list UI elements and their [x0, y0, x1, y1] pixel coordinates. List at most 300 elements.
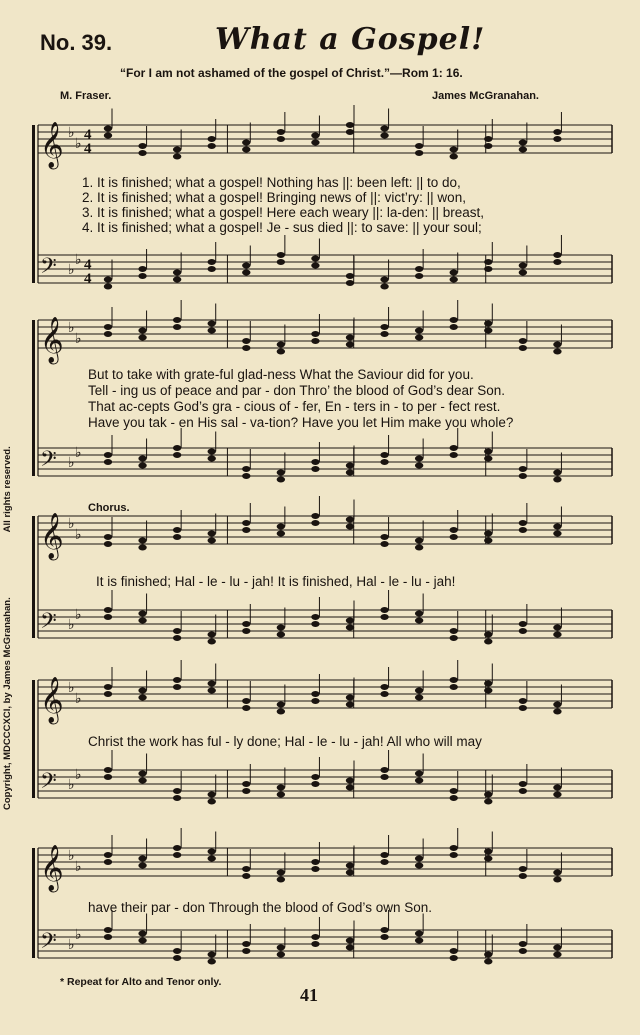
note-head	[242, 948, 250, 954]
bass-clef: 𝄢	[40, 769, 57, 799]
note-head	[519, 705, 527, 711]
note-head	[242, 263, 250, 269]
note-head	[415, 695, 423, 701]
note-head	[346, 463, 354, 469]
note-head	[484, 632, 492, 638]
bass-clef: 𝄢	[40, 254, 57, 284]
note-head	[553, 252, 561, 258]
note-head	[208, 449, 216, 455]
treble-clef: 𝄞	[40, 122, 64, 168]
note-head	[173, 788, 181, 794]
note-head	[553, 136, 561, 142]
treble-clef: 𝄞	[40, 845, 64, 891]
time-signature: 4	[84, 127, 92, 143]
note-head	[138, 611, 146, 617]
note-head	[208, 632, 216, 638]
note-head	[104, 607, 112, 613]
note-head	[311, 459, 319, 465]
flat-sign: ♭	[75, 136, 82, 152]
note-head	[346, 945, 354, 951]
note-head	[208, 688, 216, 694]
note-head	[380, 534, 388, 540]
note-head	[346, 273, 354, 279]
note-head	[104, 331, 112, 337]
note-head	[104, 614, 112, 620]
note-head	[277, 524, 285, 530]
note-head	[380, 859, 388, 865]
note-head	[208, 266, 216, 272]
note-head	[277, 349, 285, 355]
note-head	[242, 941, 250, 947]
note-head	[208, 143, 216, 149]
note-head	[553, 259, 561, 265]
note-head	[553, 945, 561, 951]
note-head	[450, 445, 458, 451]
note-head	[277, 945, 285, 951]
note-head	[277, 709, 285, 715]
flat-sign: ♭	[68, 680, 75, 696]
note-head	[450, 852, 458, 858]
note-head	[138, 545, 146, 551]
note-head	[553, 531, 561, 537]
note-head	[277, 342, 285, 348]
note-head	[277, 625, 285, 631]
note-head	[104, 691, 112, 697]
note-head	[208, 681, 216, 687]
note-head	[277, 785, 285, 791]
verse-2-line-a: 2. It is finished; what a gospel! Bringing news of ||: vict’ry: || won,	[82, 190, 466, 205]
note-head	[104, 459, 112, 465]
note-head	[553, 477, 561, 483]
note-head	[380, 133, 388, 139]
note-head	[138, 463, 146, 469]
note-head	[208, 259, 216, 265]
note-head	[138, 856, 146, 862]
note-head	[242, 628, 250, 634]
note-head	[277, 792, 285, 798]
note-head	[242, 473, 250, 479]
note-head	[450, 317, 458, 323]
note-head	[277, 259, 285, 265]
treble-clef: 𝄞	[40, 317, 64, 363]
note-head	[104, 774, 112, 780]
chorus-line-2: Christ the work has ful - ly done; Hal - le - lu - jah! All who will may	[88, 734, 482, 749]
note-head	[484, 143, 492, 149]
note-head	[277, 477, 285, 483]
note-head	[104, 284, 112, 290]
note-head	[484, 688, 492, 694]
note-head	[484, 538, 492, 544]
note-head	[484, 849, 492, 855]
note-head	[208, 321, 216, 327]
system-bracket	[32, 516, 35, 638]
note-head	[415, 463, 423, 469]
note-head	[277, 252, 285, 258]
note-head	[484, 856, 492, 862]
note-head	[519, 520, 527, 526]
note-head	[484, 952, 492, 958]
note-head	[519, 270, 527, 276]
note-head	[311, 133, 319, 139]
note-head	[450, 270, 458, 276]
verse-3-line-a: 3. It is finished; what a gospel! Here each weary ||: la-den: || breast,	[82, 205, 484, 220]
note-head	[380, 277, 388, 283]
note-head	[173, 628, 181, 634]
note-head	[277, 702, 285, 708]
note-head	[104, 852, 112, 858]
note-head	[380, 691, 388, 697]
note-head	[242, 345, 250, 351]
note-head	[450, 147, 458, 153]
chorus-line-3: have their par - don Through the blood of God’s own Son.	[88, 900, 432, 915]
note-head	[519, 628, 527, 634]
bass-clef: 𝄢	[40, 447, 57, 477]
note-head	[104, 277, 112, 283]
note-head	[242, 338, 250, 344]
note-head	[346, 524, 354, 530]
note-head	[450, 948, 458, 954]
note-head	[173, 677, 181, 683]
note-head	[242, 866, 250, 872]
note-head	[450, 795, 458, 801]
note-head	[553, 792, 561, 798]
flat-sign: ♭	[68, 848, 75, 864]
flat-sign: ♭	[68, 262, 75, 278]
flat-sign: ♭	[75, 252, 82, 268]
note-head	[346, 778, 354, 784]
note-head	[519, 788, 527, 794]
note-head	[519, 140, 527, 146]
note-head	[346, 702, 354, 708]
note-head	[415, 778, 423, 784]
note-head	[277, 877, 285, 883]
note-head	[346, 618, 354, 624]
note-head	[415, 856, 423, 862]
note-head	[311, 621, 319, 627]
note-head	[138, 328, 146, 334]
note-head	[450, 277, 458, 283]
note-head	[484, 531, 492, 537]
note-head	[484, 792, 492, 798]
note-head	[208, 136, 216, 142]
note-head	[346, 625, 354, 631]
note-head	[104, 934, 112, 940]
note-head	[311, 698, 319, 704]
note-head	[415, 618, 423, 624]
note-head	[450, 845, 458, 851]
note-head	[138, 335, 146, 341]
note-head	[415, 863, 423, 869]
chorus-label: Chorus.	[88, 502, 130, 514]
note-head	[138, 863, 146, 869]
system-bracket	[32, 848, 35, 958]
note-head	[104, 927, 112, 933]
flat-sign: ♭	[75, 767, 82, 783]
footnote: * Repeat for Alto and Tenor only.	[60, 976, 222, 988]
note-head	[415, 266, 423, 272]
note-head	[277, 531, 285, 537]
note-head	[380, 852, 388, 858]
flat-sign: ♭	[68, 320, 75, 336]
note-head	[553, 129, 561, 135]
note-head	[519, 873, 527, 879]
note-head	[415, 938, 423, 944]
note-head	[415, 150, 423, 156]
note-head	[346, 870, 354, 876]
note-head	[173, 154, 181, 160]
note-head	[311, 513, 319, 519]
system-bracket	[32, 125, 35, 283]
flat-sign: ♭	[75, 527, 82, 543]
note-head	[380, 934, 388, 940]
note-head	[346, 517, 354, 523]
note-head	[415, 273, 423, 279]
note-head	[208, 952, 216, 958]
note-head	[484, 136, 492, 142]
note-head	[380, 331, 388, 337]
note-head	[346, 785, 354, 791]
note-head	[208, 849, 216, 855]
note-head	[242, 270, 250, 276]
note-head	[311, 866, 319, 872]
note-head	[553, 349, 561, 355]
note-head	[173, 534, 181, 540]
note-head	[519, 781, 527, 787]
lyricist-credit: M. Fraser.	[60, 90, 112, 102]
note-head	[553, 470, 561, 476]
copyright-text: Copyright, MDCCCXCI, by James McGranahan.	[2, 597, 13, 810]
note-head	[173, 845, 181, 851]
verse-4-line-b: Have you tak - en His sal - va-tion? Have you let Him make you whole?	[88, 415, 514, 430]
hymn-number: No. 39.	[40, 30, 113, 55]
note-head	[208, 531, 216, 537]
note-head	[242, 147, 250, 153]
note-head	[173, 635, 181, 641]
note-head	[173, 452, 181, 458]
note-head	[138, 143, 146, 149]
note-head	[208, 456, 216, 462]
note-head	[242, 873, 250, 879]
flat-sign: ♭	[75, 927, 82, 943]
verse-4-line-a: 4. It is finished; what a gospel! Je - sus died ||: to save: || your soul;	[82, 220, 482, 235]
note-head	[484, 328, 492, 334]
note-head	[138, 538, 146, 544]
chorus-line-1: It is finished; Hal - le - lu - jah! It is finished, Hal - le - lu - jah!	[96, 574, 456, 589]
note-head	[173, 277, 181, 283]
note-head	[519, 473, 527, 479]
note-head	[450, 677, 458, 683]
composer-credit: James McGranahan.	[432, 90, 539, 102]
note-head	[173, 852, 181, 858]
system-bracket	[32, 680, 35, 798]
note-head	[104, 133, 112, 139]
note-head	[484, 959, 492, 965]
note-head	[415, 328, 423, 334]
note-head	[311, 934, 319, 940]
note-head	[484, 799, 492, 805]
note-head	[208, 856, 216, 862]
flat-sign: ♭	[68, 617, 75, 633]
note-head	[208, 792, 216, 798]
note-head	[450, 788, 458, 794]
note-head	[380, 284, 388, 290]
note-head	[346, 938, 354, 944]
hymn-title: What a Gospel!	[215, 22, 486, 57]
note-head	[277, 470, 285, 476]
note-head	[277, 952, 285, 958]
time-signature: 4	[84, 257, 92, 273]
note-head	[104, 324, 112, 330]
note-head	[380, 607, 388, 613]
verse-1-line-a: 1. It is finished; what a gospel! Nothing has ||: been left: || to do,	[82, 175, 461, 190]
system-bracket	[32, 320, 35, 476]
note-head	[311, 774, 319, 780]
note-head	[173, 795, 181, 801]
note-head	[346, 863, 354, 869]
note-head	[380, 459, 388, 465]
note-head	[380, 452, 388, 458]
note-head	[380, 541, 388, 547]
note-head	[519, 698, 527, 704]
note-head	[173, 684, 181, 690]
time-signature: 4	[84, 141, 92, 157]
note-head	[553, 870, 561, 876]
note-head	[519, 621, 527, 627]
note-head	[346, 122, 354, 128]
note-head	[311, 466, 319, 472]
note-head	[519, 866, 527, 872]
page-number: 41	[300, 985, 318, 1005]
note-head	[450, 955, 458, 961]
note-head	[311, 520, 319, 526]
note-head	[553, 625, 561, 631]
note-head	[553, 632, 561, 638]
note-head	[415, 771, 423, 777]
flat-sign: ♭	[75, 691, 82, 707]
note-head	[450, 324, 458, 330]
flat-sign: ♭	[68, 937, 75, 953]
time-signature: 4	[84, 271, 92, 287]
note-head	[519, 466, 527, 472]
note-head	[553, 952, 561, 958]
note-head	[380, 767, 388, 773]
note-head	[311, 781, 319, 787]
verse-1-line-b: But to take with grate-ful glad-ness What the Saviour did for you.	[88, 367, 474, 382]
note-head	[138, 771, 146, 777]
flat-sign: ♭	[75, 607, 82, 623]
note-head	[415, 456, 423, 462]
note-head	[380, 324, 388, 330]
flat-sign: ♭	[68, 777, 75, 793]
note-head	[138, 931, 146, 937]
note-head	[311, 331, 319, 337]
note-head	[242, 140, 250, 146]
note-head	[242, 788, 250, 794]
note-head	[208, 328, 216, 334]
scripture-epigraph: “For I am not ashamed of the gospel of Christ.”—Rom 1: 16.	[120, 66, 463, 80]
note-head	[346, 335, 354, 341]
flat-sign: ♭	[75, 859, 82, 875]
note-head	[173, 147, 181, 153]
note-head	[173, 445, 181, 451]
note-head	[277, 870, 285, 876]
note-head	[311, 338, 319, 344]
note-head	[450, 534, 458, 540]
note-head	[173, 270, 181, 276]
note-head	[415, 335, 423, 341]
flat-sign: ♭	[75, 445, 82, 461]
note-head	[346, 342, 354, 348]
note-head	[553, 524, 561, 530]
verse-2-line-b: Tell - ing us of peace and par - don Thro’ the blood of God’s dear Son.	[88, 383, 506, 398]
note-head	[277, 129, 285, 135]
note-head	[380, 774, 388, 780]
note-head	[104, 452, 112, 458]
note-head	[380, 684, 388, 690]
note-head	[450, 154, 458, 160]
note-head	[242, 520, 250, 526]
note-head	[553, 877, 561, 883]
verse-3-line-b: That ac-cepts God’s gra - cious of - fer, En - ters in - to per - fect rest.	[88, 399, 501, 414]
bass-clef: 𝄢	[40, 929, 57, 959]
treble-clef: 𝄞	[40, 677, 64, 723]
flat-sign: ♭	[68, 455, 75, 471]
note-head	[484, 259, 492, 265]
note-head	[519, 345, 527, 351]
note-head	[484, 321, 492, 327]
note-head	[138, 618, 146, 624]
note-head	[346, 470, 354, 476]
note-head	[484, 639, 492, 645]
note-head	[519, 338, 527, 344]
note-head	[450, 635, 458, 641]
note-head	[519, 263, 527, 269]
note-head	[311, 859, 319, 865]
note-head	[208, 959, 216, 965]
note-head	[311, 256, 319, 262]
note-head	[519, 527, 527, 533]
note-head	[553, 342, 561, 348]
note-head	[277, 136, 285, 142]
flat-sign: ♭	[68, 516, 75, 532]
note-head	[208, 799, 216, 805]
note-head	[208, 538, 216, 544]
note-head	[173, 324, 181, 330]
note-head	[173, 527, 181, 533]
note-head	[138, 695, 146, 701]
note-head	[277, 632, 285, 638]
note-head	[311, 614, 319, 620]
note-head	[450, 628, 458, 634]
note-head	[173, 955, 181, 961]
note-head	[242, 705, 250, 711]
note-head	[138, 456, 146, 462]
note-head	[173, 317, 181, 323]
note-head	[104, 534, 112, 540]
bass-clef: 𝄢	[40, 609, 57, 639]
note-head	[138, 150, 146, 156]
note-head	[484, 681, 492, 687]
note-head	[380, 126, 388, 132]
note-head	[242, 621, 250, 627]
note-head	[415, 545, 423, 551]
note-head	[242, 781, 250, 787]
note-head	[138, 273, 146, 279]
note-head	[138, 688, 146, 694]
note-head	[208, 639, 216, 645]
note-head	[415, 538, 423, 544]
note-head	[415, 931, 423, 937]
